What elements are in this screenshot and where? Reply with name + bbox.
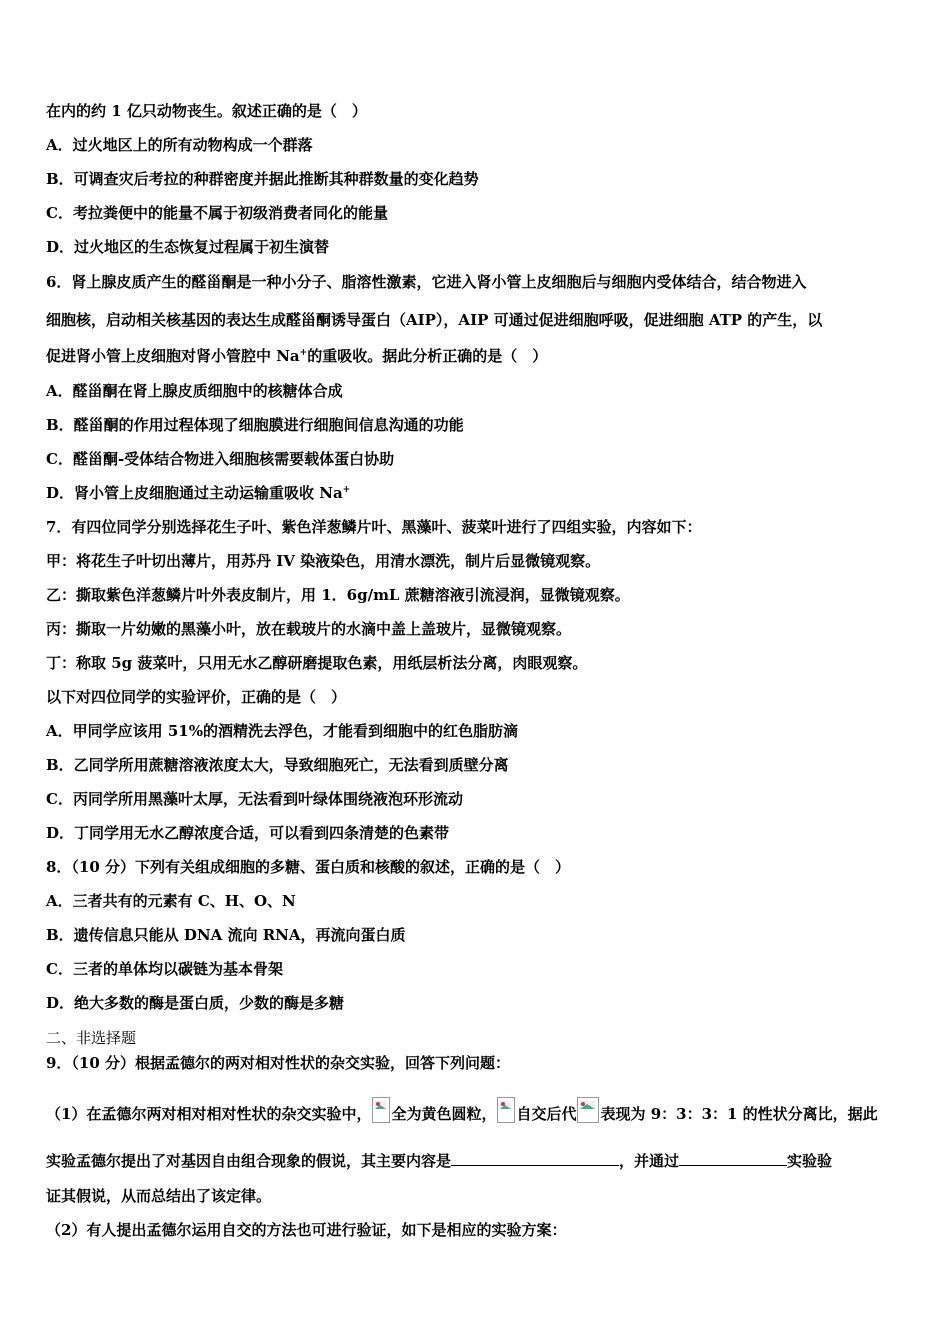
option-a: A．甲同学应该用 51%的酒精洗去浮色，才能看到细胞中的红色脂肪滴 bbox=[46, 722, 518, 740]
option-c: C．考拉粪便中的能量不属于初级消费者同化的能量 bbox=[46, 204, 388, 222]
option-d: D．过火地区的生态恢复过程属于初生演替 bbox=[46, 238, 330, 256]
option-b: B．可调查灾后考拉的种群密度并据此推断其种群数量的变化趋势 bbox=[46, 170, 479, 188]
broken-image-icon bbox=[497, 1097, 515, 1123]
text-run: 全为黄色圆粒， bbox=[391, 1105, 497, 1123]
question-8: 8．（10 分）下列有关组成细胞的多糖、蛋白质和核酸的叙述，正确的是（ ） bbox=[46, 858, 571, 876]
text-run: 自交后代 bbox=[516, 1105, 577, 1123]
option-a: A．三者共有的元素有 C、H、O、N bbox=[46, 892, 296, 910]
question-7: 7．有四位同学分别选择花生子叶、紫色洋葱鳞片叶、黑藻叶、菠菜叶进行了四组实验，内容如下： bbox=[46, 518, 702, 536]
text-run: 促进肾小管上皮细胞对肾小管腔中 Na bbox=[46, 347, 300, 365]
option-d: D．丁同学用无水乙醇浓度合适，可以看到四条清楚的色素带 bbox=[46, 824, 450, 842]
option-b: B．醛甾酮的作用过程体现了细胞膜进行细胞间信息沟通的功能 bbox=[46, 416, 464, 434]
question-7-ding: 丁：称取 5g 菠菜叶，只用无水乙醇研磨提取色素，用纸层析法分离，肉眼观察。 bbox=[46, 654, 588, 672]
text-run: 实验孟德尔提出了对基因自由组合现象的假说，其主要内容是 bbox=[46, 1152, 452, 1170]
question-7-yi: 乙：撕取紫色洋葱鳞片叶外表皮制片，用 1．6g/mL 蔗糖溶液引流浸润，显微镜观察。 bbox=[46, 586, 630, 604]
option-d bbox=[46, 483, 350, 503]
option-c: C．三者的单体均以碳链为基本骨架 bbox=[46, 960, 283, 978]
answer-blank[interactable] bbox=[451, 1149, 619, 1166]
broken-image-icon bbox=[577, 1097, 599, 1123]
question-6-line-2: 细胞核，启动相关核基因的表达生成醛甾酮诱导蛋白（AIP），AIP 可通过促进细胞呼吸，促进细胞 ATP 的产生，以 bbox=[46, 311, 823, 329]
option-b: B．遗传信息只能从 DNA 流向 RNA，再流向蛋白质 bbox=[46, 926, 406, 944]
text-run: 实验验 bbox=[787, 1152, 833, 1170]
option-c: C．丙同学所用黑藻叶太厚，无法看到叶绿体围绕液泡环形流动 bbox=[46, 790, 463, 808]
text-line: 在内的约 1 亿只动物丧生。叙述正确的是（ ） bbox=[46, 102, 367, 120]
answer-blank[interactable] bbox=[679, 1149, 787, 1166]
question-9-part-1-cont bbox=[46, 1149, 832, 1171]
question-7-bing: 丙：撕取一片幼嫩的黑藻小叶，放在载玻片的水滴中盖上盖玻片，显微镜观察。 bbox=[46, 620, 572, 638]
text-run: 的重吸收。据此分析正确的是（ ） bbox=[307, 347, 548, 365]
option-a: A．过火地区上的所有动物构成一个群落 bbox=[46, 136, 313, 154]
text-run: ，并通过 bbox=[619, 1152, 680, 1170]
question-7-jia: 甲：将花生子叶切出薄片，用苏丹 IV 染液染色，用清水漂洗，制片后显微镜观察。 bbox=[46, 552, 601, 570]
option-a: A．醛甾酮在肾上腺皮质细胞中的核糖体合成 bbox=[46, 382, 343, 400]
question-9-part-1-end: 证其假说，从而总结出了该定律。 bbox=[46, 1187, 272, 1205]
question-9-part-2: （2）有人提出孟德尔运用自交的方法也可进行验证，如下是相应的实验方案： bbox=[46, 1221, 567, 1239]
question-7-prompt: 以下对四位同学的实验评价，正确的是（ ） bbox=[46, 688, 347, 706]
option-c: C．醛甾酮-受体结合物进入细胞核需要载体蛋白协助 bbox=[46, 450, 395, 468]
option-b: B．乙同学所用蔗糖溶液浓度太大，导致细胞死亡，无法看到质壁分离 bbox=[46, 756, 509, 774]
superscript: + bbox=[299, 348, 308, 358]
question-9-part-1 bbox=[46, 1097, 878, 1124]
question-6-line-1: 6．肾上腺皮质产生的醛甾酮是一种小分子、脂溶性激素，它进入肾小管上皮细胞后与细胞内受体结合，结合物进入 bbox=[46, 273, 807, 291]
superscript: + bbox=[342, 485, 351, 495]
text-run: 表现为 9：3：3：1 的性状分离比，据此 bbox=[600, 1105, 878, 1123]
text-run: （1）在孟德尔两对相对相对性状的杂交实验中， bbox=[46, 1105, 372, 1123]
broken-image-icon bbox=[372, 1097, 390, 1123]
option-d: D．绝大多数的酶是蛋白质，少数的酶是多糖 bbox=[46, 994, 345, 1012]
question-9: 9．（10 分）根据孟德尔的两对相对性状的杂交实验，回答下列问题： bbox=[46, 1054, 511, 1072]
section-heading: 二、非选择题 bbox=[46, 1029, 137, 1047]
question-6-line-3 bbox=[46, 346, 547, 366]
text-run: D．肾小管上皮细胞通过主动运输重吸收 Na bbox=[46, 484, 343, 502]
